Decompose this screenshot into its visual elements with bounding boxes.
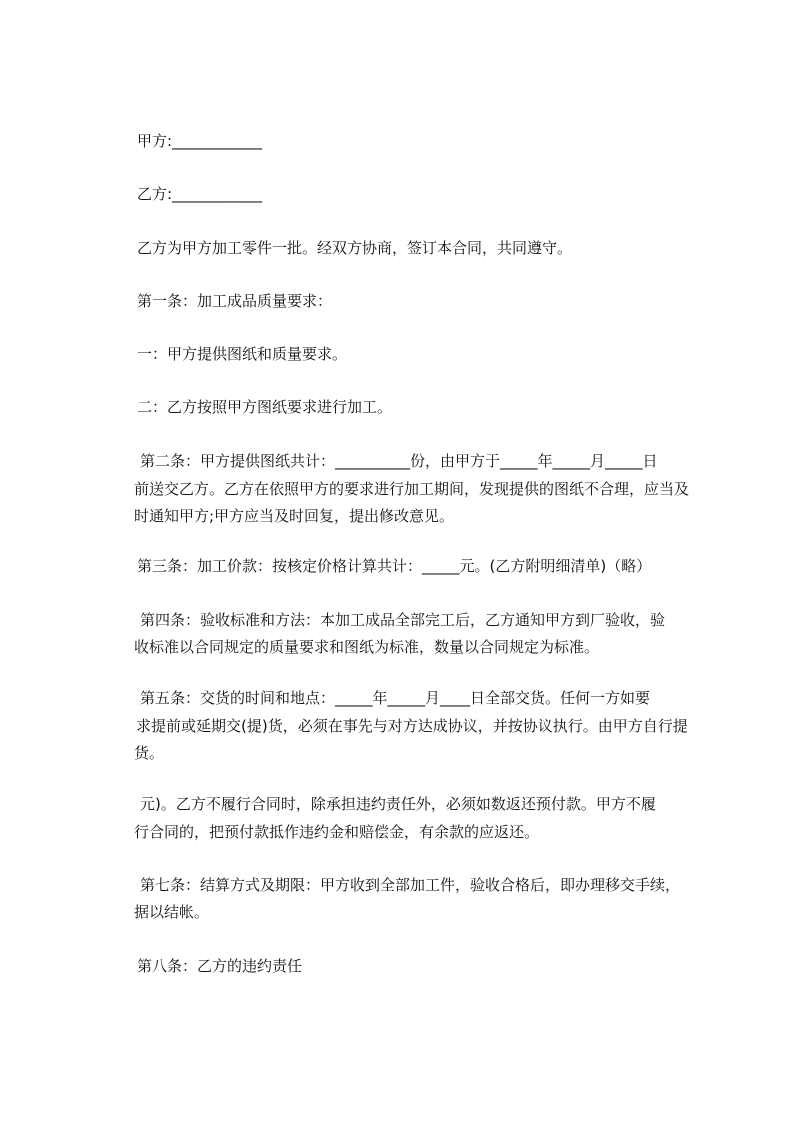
article-5-line-1: 第五条：交货的时间和地点：_____年_____月____日全部交货。任何一方如要	[140, 689, 651, 707]
article-5-line-2: 求提前或延期交(提)货，必须在事先与对方达成协议，并按协议执行。由甲方自行提	[136, 717, 688, 735]
party-a-line: 甲方:____________	[137, 132, 263, 150]
article-2-line-1: 第二条：甲方提供图纸共计：__________份，由甲方于_____年_____月_____日	[140, 452, 658, 470]
article-1-title: 第一条：加工成品质量要求：	[137, 292, 333, 310]
article-7-line-1: 第七条：结算方式及期限：甲方收到全部加工件，验收合格后，即办理移交手续，	[140, 876, 681, 894]
party-b-line: 乙方:____________	[137, 185, 263, 203]
article-4-line-1: 第四条：验收标准和方法：本加工成品全部完工后，乙方通知甲方到厂验收，验	[140, 611, 666, 629]
article-1-item-2: 二：乙方按照甲方图纸要求进行加工。	[137, 398, 393, 416]
intro-paragraph: 乙方为甲方加工零件一批。经双方协商，签订本合同，共同遵守。	[137, 239, 573, 257]
article-7-line-2: 据以结帐。	[134, 903, 210, 921]
article-6-line-2: 行合同的，把预付款抵作违约金和赔偿金，有余款的应返还。	[134, 823, 540, 841]
article-1-item-1: 一：甲方提供图纸和质量要求。	[137, 345, 348, 363]
article-2-line-3: 时通知甲方;甲方应当及时回复，提出修改意见。	[134, 507, 455, 525]
article-2-line-2: 前送交乙方。乙方在依照甲方的要求进行加工期间，发现提供的图纸不合理，应当及	[134, 480, 690, 498]
article-6-line-1: 元)。乙方不履行合同时，除承担违约责任外，必须如数返还预付款。甲方不履	[140, 795, 656, 813]
article-5-line-3: 货。	[134, 744, 165, 762]
article-4-line-2: 收标准以合同规定的质量要求和图纸为标准，数量以合同规定为标准。	[134, 638, 600, 656]
article-3: 第三条：加工价款：按核定价格计算共计：_____元。(乙方附明细清单)（略）	[137, 557, 652, 575]
article-8-title: 第八条：乙方的违约责任	[137, 957, 303, 975]
